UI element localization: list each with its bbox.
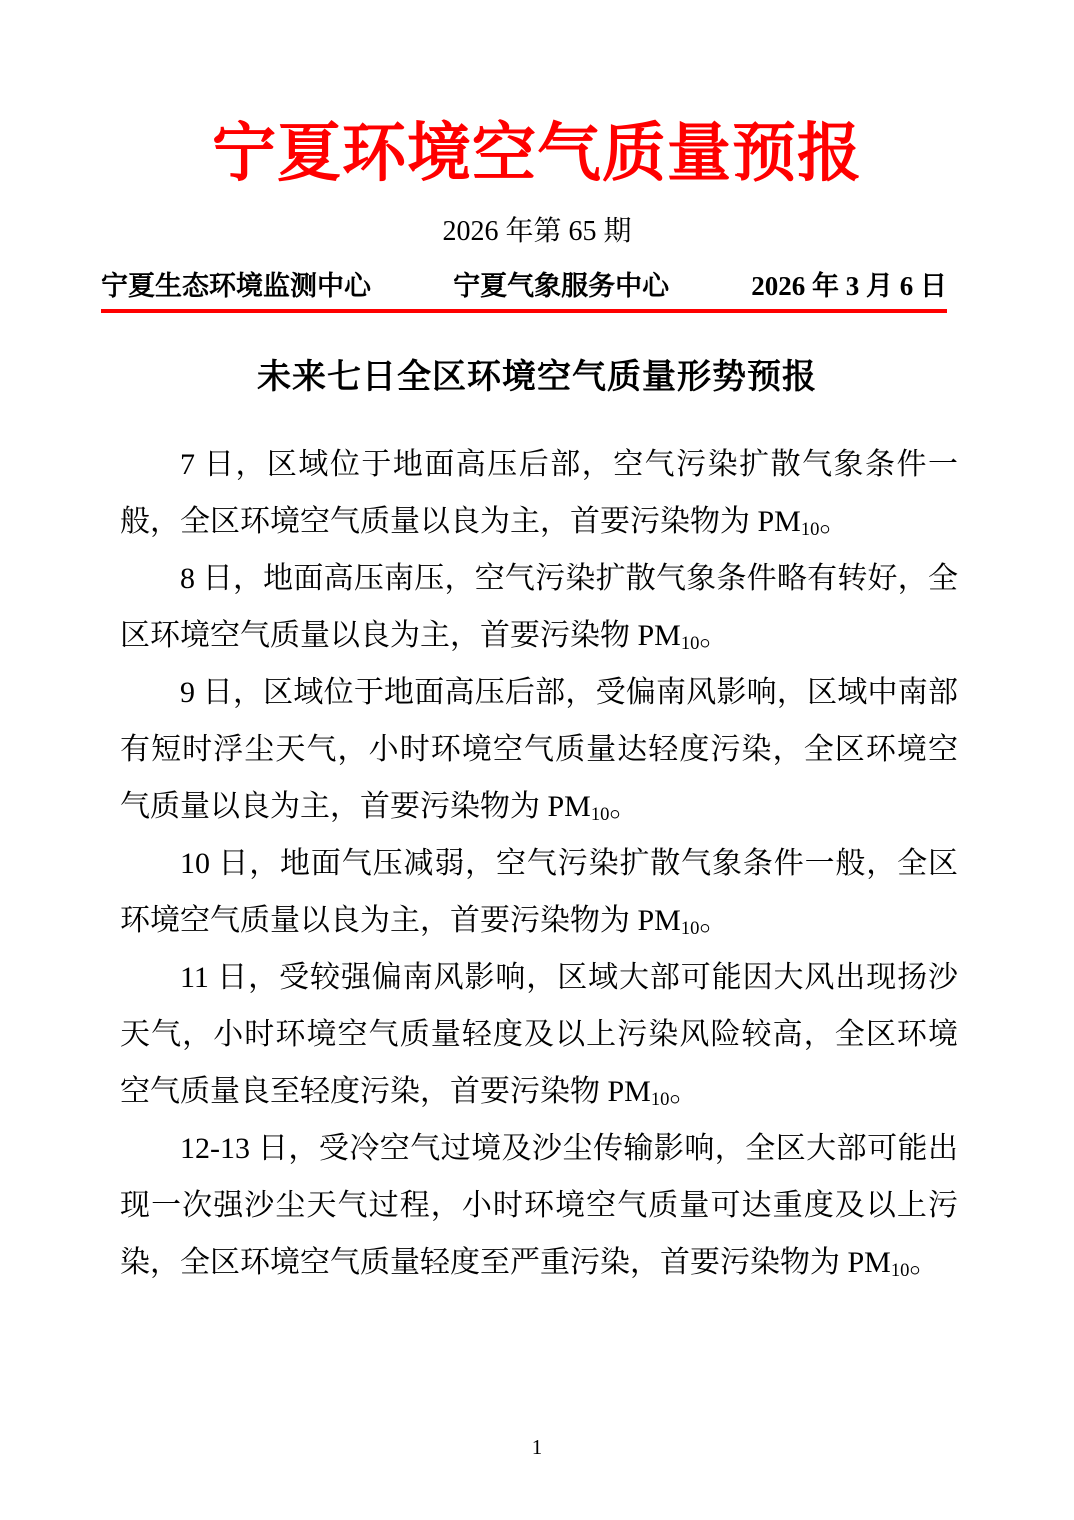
- org-weather-center: 宁夏气象服务中心: [453, 271, 670, 302]
- pollutant-subscript: 10: [680, 917, 700, 939]
- sentence-end: 。: [609, 789, 640, 823]
- header-row: [101, 270, 947, 302]
- pollutant-label: PM: [847, 1245, 891, 1279]
- pollutant-label: PM: [547, 789, 591, 823]
- paragraph-text: 9 日，区域位于地面高压后部，受偏南风影响，区域中南部有短时浮尘天气，小时环境空气质量达轻度污染，全区环境空气质量以良为主，首要污染物为: [120, 675, 958, 823]
- forecast-paragraph-day7: [120, 436, 958, 550]
- sentence-end: 。: [699, 903, 730, 937]
- forecast-paragraph-day10: [120, 835, 958, 949]
- forecast-paragraph-day8: [120, 550, 958, 664]
- issue-number: 2026 年第 65 期: [442, 215, 632, 247]
- red-divider: [101, 309, 947, 313]
- sentence-end: 。: [669, 1074, 700, 1108]
- forecast-paragraph-day12-13: [120, 1120, 958, 1291]
- pollutant-subscript: 10: [680, 632, 700, 654]
- sentence-end: 。: [909, 1245, 940, 1279]
- issue-date: 2026 年 3 月 6 日: [751, 271, 947, 302]
- forecast-paragraph-day9: [120, 664, 958, 835]
- paragraph-text: 7 日，区域位于地面高压后部，空气污染扩散气象条件一般，全区环境空气质量以良为主，首要污染物为: [120, 447, 958, 538]
- paragraph-text: 10 日，地面气压减弱，空气污染扩散气象条件一般，全区环境空气质量以良为主，首要污染物为: [120, 846, 958, 937]
- org-monitoring-center: 宁夏生态环境监测中心: [101, 271, 371, 302]
- pollutant-label: PM: [637, 903, 681, 937]
- paragraph-text: 12-13 日，受冷空气过境及沙尘传输影响，全区大部可能出现一次强沙尘天气过程，小时环境空气质量可达重度及以上污染，全区环境空气质量轻度至严重污染，首要污染物为: [120, 1131, 958, 1279]
- pollutant-label: PM: [607, 1074, 651, 1108]
- forecast-body: [120, 436, 958, 1291]
- paragraph-text: 8 日，地面高压南压，空气污染扩散气象条件略有转好，全区环境空气质量以良为主，首要污染物: [120, 561, 958, 652]
- pollutant-label: PM: [757, 504, 801, 538]
- pollutant-label: PM: [637, 618, 681, 652]
- sentence-end: 。: [819, 504, 850, 538]
- pollutant-subscript: 10: [590, 803, 610, 825]
- section-title: 未来七日全区环境空气质量形势预报: [257, 357, 817, 396]
- pollutant-subscript: 10: [890, 1259, 910, 1281]
- page-number: 1: [531, 1435, 543, 1459]
- pollutant-subscript: 10: [800, 518, 820, 540]
- paragraph-text: 11 日，受较强偏南风影响，区域大部可能因大风出现扬沙天气，小时环境空气质量轻度及以上污染风险较高，全区环境空气质量良至轻度污染，首要污染物: [120, 960, 958, 1108]
- forecast-paragraph-day11: [120, 949, 958, 1120]
- pollutant-subscript: 10: [650, 1088, 670, 1110]
- document-title: 宁夏环境空气质量预报: [212, 118, 862, 189]
- sentence-end: 。: [699, 618, 730, 652]
